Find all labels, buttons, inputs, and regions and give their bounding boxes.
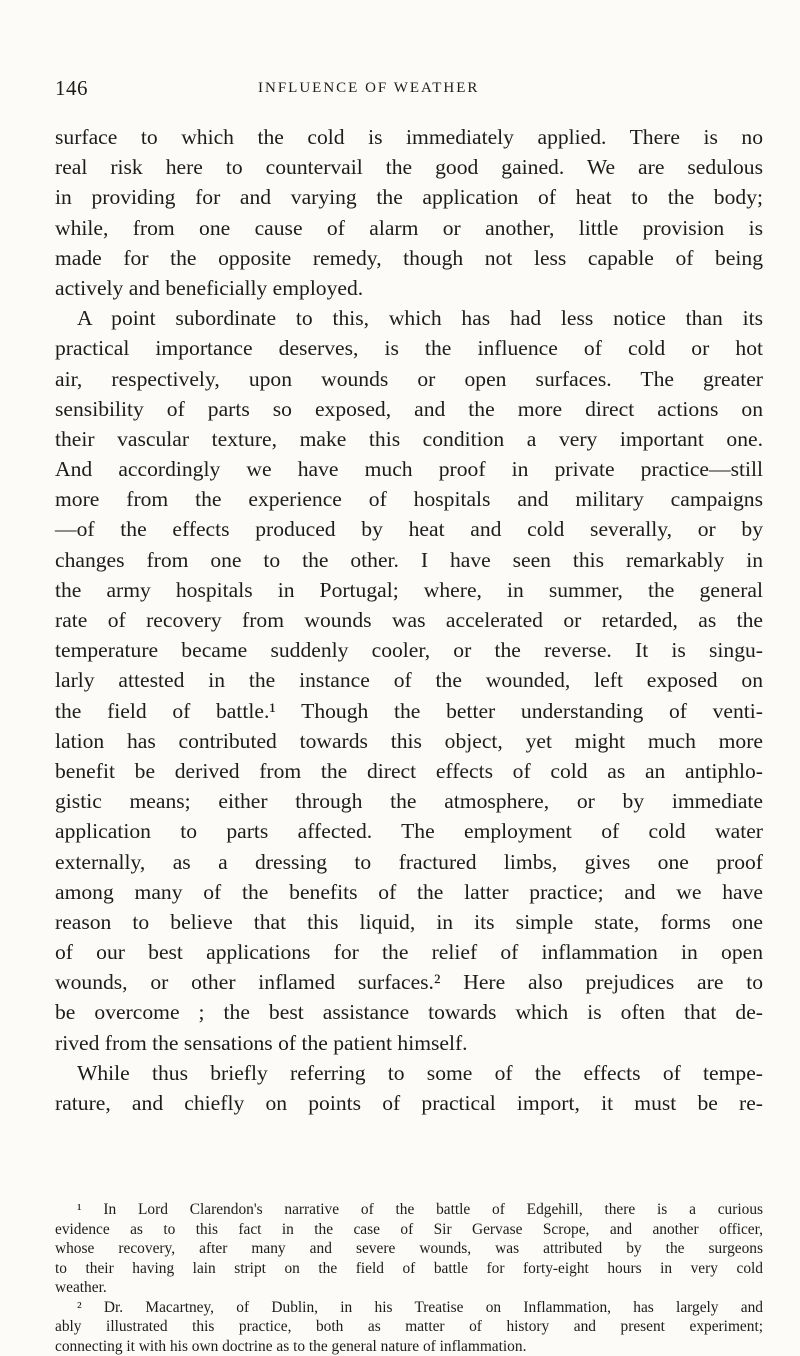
text-line: And accordingly we have much proof in private practice—still [55,454,763,484]
text-line: changes from one to the other. I have seen this remarkably in [55,545,763,575]
text-line: reason to believe that this liquid, in its simple state, forms one [55,907,763,937]
text-line: their vascular texture, make this condition a very important one. [55,424,763,454]
footnotes [55,1200,763,1356]
text-line: while, from one cause of alarm or another, little provision is [55,213,763,243]
text-line: be overcome ; the best assistance towards which is often that de- [55,997,763,1027]
text-line: lation has contributed towards this object, yet might much more [55,726,763,756]
footnote-line: connecting it with his own doctrine as to the general nature of inflammation. [55,1337,763,1356]
text-line: temperature became suddenly cooler, or the reverse. It is singu- [55,635,763,665]
footnote-line: ² Dr. Macartney, of Dublin, in his Treatise on Inflammation, has largely and [55,1298,763,1318]
text-line: of our best applications for the relief of inflammation in open [55,937,763,967]
text-line: While thus briefly referring to some of the effects of tempe- [55,1058,763,1088]
text-line: in providing for and varying the application of heat to the body; [55,182,763,212]
text-line: air, respectively, upon wounds or open surfaces. The greater [55,364,763,394]
text-line: more from the experience of hospitals and military campaigns [55,484,763,514]
footnote-line: whose recovery, after many and severe wounds, was attributed by the surgeons [55,1239,763,1259]
text-line: actively and beneficially employed. [55,273,763,303]
footnote-line: weather. [55,1278,763,1298]
running-title: INFLUENCE OF WEATHER [258,80,479,97]
text-line: gistic means; either through the atmosphere, or by immediate [55,786,763,816]
footnote-line: evidence as to this fact in the case of Sir Gervase Scrope, and another officer, [55,1220,763,1240]
text-line: application to parts affected. The employment of cold water [55,816,763,846]
text-line: A point subordinate to this, which has had less notice than its [55,303,763,333]
text-line: among many of the benefits of the latter practice; and we have [55,877,763,907]
body-text [55,122,763,1118]
text-line: surface to which the cold is immediately applied. There is no [55,122,763,152]
text-line: real risk here to countervail the good gained. We are sedulous [55,152,763,182]
text-line: sensibility of parts so exposed, and the more direct actions on [55,394,763,424]
text-line: benefit be derived from the direct effects of cold as an antiphlo- [55,756,763,786]
footnote-line: to their having lain stript on the field of battle for forty-eight hours in very cold [55,1259,763,1279]
text-line: larly attested in the instance of the wounded, left exposed on [55,665,763,695]
text-line: the field of battle.¹ Though the better understanding of venti- [55,696,763,726]
text-line: rate of recovery from wounds was accelerated or retarded, as the [55,605,763,635]
text-line: wounds, or other inflamed surfaces.² Here also prejudices are to [55,967,763,997]
footnote-line: ably illustrated this practice, both as matter of history and present experiment; [55,1317,763,1337]
text-line: made for the opposite remedy, though not less capable of being [55,243,763,273]
text-line: practical importance deserves, is the influence of cold or hot [55,333,763,363]
text-line: rived from the sensations of the patient himself. [55,1028,763,1058]
running-head [55,76,763,106]
footnote-line: ¹ In Lord Clarendon's narrative of the battle of Edgehill, there is a curious [55,1200,763,1220]
page-number: 146 [55,76,88,101]
text-line: —of the effects produced by heat and cold severally, or by [55,514,763,544]
text-line: the army hospitals in Portugal; where, in summer, the general [55,575,763,605]
text-line: rature, and chiefly on points of practical import, it must be re- [55,1088,763,1118]
text-line: externally, as a dressing to fractured limbs, gives one proof [55,847,763,877]
